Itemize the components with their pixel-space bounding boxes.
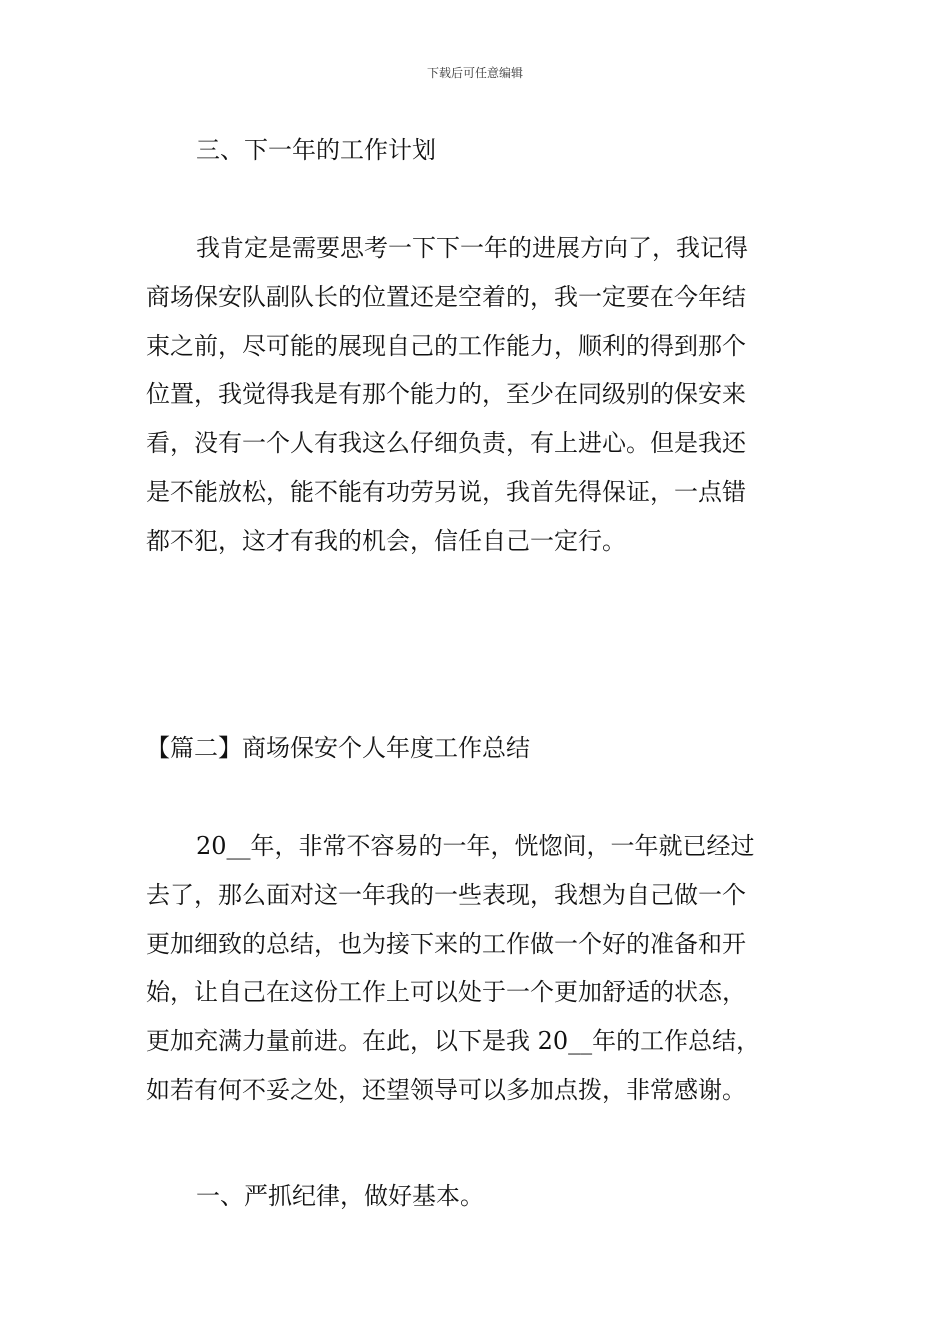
plan-line-5: 看，没有一个人有我这么仔细负责，有上进心。但是我还 xyxy=(146,429,746,458)
download-note: 下载后可任意编辑 xyxy=(426,66,523,80)
point-one-heading: 一、严抓纪律，做好基本。 xyxy=(196,1182,484,1210)
plan-line-3: 束之前，尽可能的展现自己的工作能力，顺利的得到那个 xyxy=(146,331,746,360)
plan-line-7: 都不犯，这才有我的机会，信任自己一定行。 xyxy=(146,526,626,555)
intro-line-5: 更加充满力量前进。在此，以下是我 20__年的工作总结， xyxy=(146,1027,761,1056)
intro-line-4: 始，让自己在这份工作上可以处于一个更加舒适的状态， xyxy=(146,978,746,1007)
plan-heading: 三、下一年的工作计划 xyxy=(196,136,436,164)
intro-line-3: 更加细致的总结，也为接下来的工作做一个好的准备和开 xyxy=(146,929,746,958)
plan-line-2: 商场保安队副队长的位置还是空着的，我一定要在今年结 xyxy=(146,282,746,311)
intro-line-2: 去了，那么面对这一年我的一些表现，我想为自己做一个 xyxy=(146,880,746,909)
intro-paragraph xyxy=(146,822,808,1115)
plan-paragraph xyxy=(146,224,808,566)
plan-line-4: 位置，我觉得我是有那个能力的，至少在同级别的保安来 xyxy=(146,380,746,409)
part-two-title: 【篇二】商场保安个人年度工作总结 xyxy=(146,734,530,762)
intro-line-1: 20__年，非常不容易的一年，恍惚间，一年就已经过 xyxy=(196,832,755,860)
intro-line-6: 如若有何不妥之处，还望领导可以多加点拨，非常感谢。 xyxy=(146,1075,746,1104)
plan-line-1: 我肯定是需要思考一下下一年的进展方向了，我记得 xyxy=(196,234,748,262)
plan-line-6: 是不能放松，能不能有功劳另说，我首先得保证，一点错 xyxy=(146,477,746,506)
